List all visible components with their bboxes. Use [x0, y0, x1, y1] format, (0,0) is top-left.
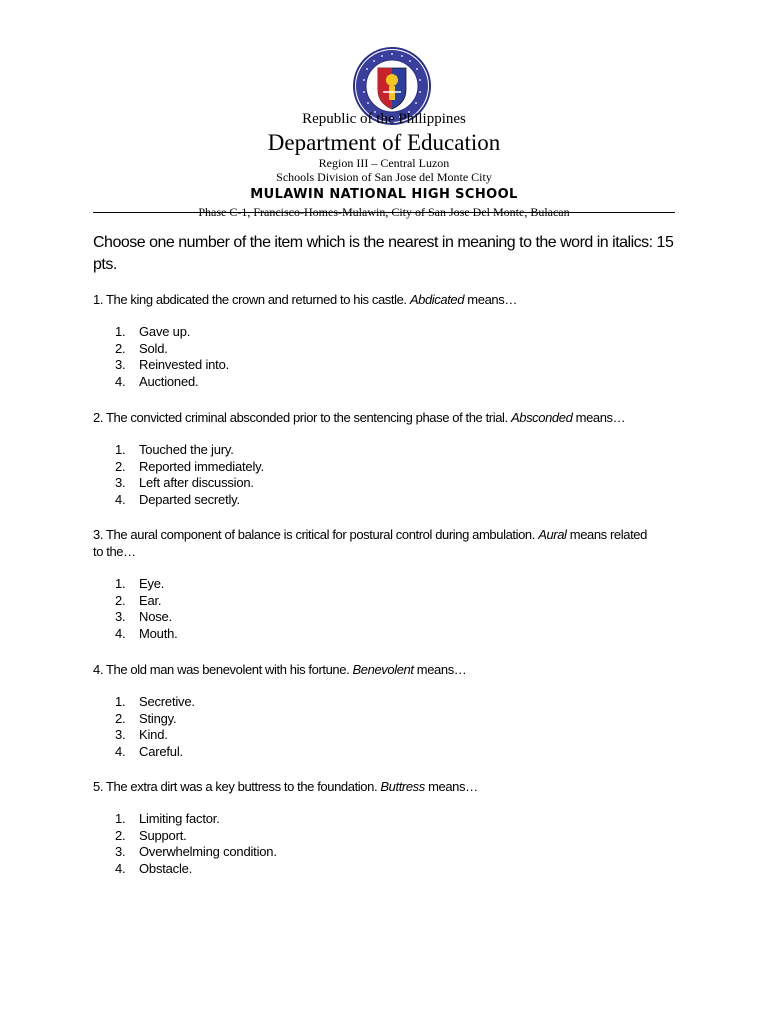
- question-suffix: means…: [572, 410, 626, 425]
- instructions: Choose one number of the item which is the nearest in meaning to the word in italics: 15 pts.: [93, 234, 674, 273]
- list-item: 4. Mouth.: [115, 626, 178, 642]
- question-4: [93, 661, 673, 678]
- list-item: 3. Overwhelming condition.: [115, 844, 277, 860]
- department-title: Department of Education: [267, 130, 501, 155]
- list-item: 2. Ear.: [115, 592, 162, 608]
- choices-3: [115, 576, 515, 643]
- choices-2: [115, 442, 515, 509]
- question-text: 1. The king abdicated the crown and returned to his castle.: [93, 292, 410, 307]
- list-item: 3. Left after discussion.: [115, 475, 254, 491]
- question-1: [93, 291, 673, 308]
- question-text: 4. The old man was benevolent with his fortune.: [93, 662, 353, 677]
- italic-word: Benevolent: [352, 662, 414, 677]
- question-suffix: means…: [413, 662, 467, 677]
- division-line: Schools Division of San Jose del Monte City: [276, 170, 492, 184]
- list-item: 2. Reported immediately.: [115, 458, 264, 474]
- question-text: 5. The extra dirt was a key buttress to the foundation.: [93, 779, 381, 794]
- list-item: 3. Reinvested into.: [115, 357, 230, 373]
- list-item: 1. Limiting factor.: [115, 811, 220, 826]
- list-item: 1. Eye.: [115, 576, 165, 591]
- list-item: 3. Kind.: [115, 727, 168, 743]
- question-text: 2. The convicted criminal absconded prior to the sentencing phase of the trial.: [93, 410, 511, 425]
- list-item: 1. Secretive.: [115, 694, 195, 709]
- question-text: 3. The aural component of balance is critical for postural control during ambulation.: [93, 527, 539, 542]
- list-item: 2. Sold.: [115, 340, 168, 356]
- italic-word: Abdicated: [409, 292, 465, 307]
- question-3: [93, 526, 653, 560]
- republic-line: Republic of the Philippines: [302, 111, 466, 127]
- question-2: [93, 409, 673, 426]
- list-item: 3. Nose.: [115, 609, 172, 625]
- region-line: Region III – Central Luzon: [318, 156, 450, 170]
- choices-4: [115, 694, 515, 761]
- list-item: 2. Stingy.: [115, 710, 177, 726]
- list-item: 1. Touched the jury.: [115, 442, 234, 457]
- choices-1: [115, 324, 515, 391]
- header-divider: [93, 212, 675, 213]
- school-address: Phase C-1, Francisco-Homes-Mulawin, City of San Jose Del Monte, Bulacan: [198, 205, 570, 219]
- list-item: 4. Departed secretly.: [115, 492, 240, 508]
- list-item: 4. Auctioned.: [115, 374, 199, 390]
- letterhead: [93, 110, 675, 220]
- school-name: MULAWIN NATIONAL HIGH SCHOOL: [250, 187, 518, 202]
- question-suffix: means related to the…: [93, 527, 647, 559]
- question-5: [93, 778, 673, 795]
- question-suffix: means…: [424, 779, 478, 794]
- list-item: 4. Obstacle.: [115, 861, 193, 877]
- italic-word: Absconded: [510, 410, 573, 425]
- list-item: 2. Support.: [115, 827, 187, 843]
- question-suffix: means…: [464, 292, 517, 307]
- italic-word: Buttress: [380, 779, 425, 794]
- italic-word: Aural: [538, 527, 567, 542]
- list-item: 1. Gave up.: [115, 324, 191, 339]
- list-item: 4. Careful.: [115, 744, 183, 760]
- choices-5: [115, 811, 515, 878]
